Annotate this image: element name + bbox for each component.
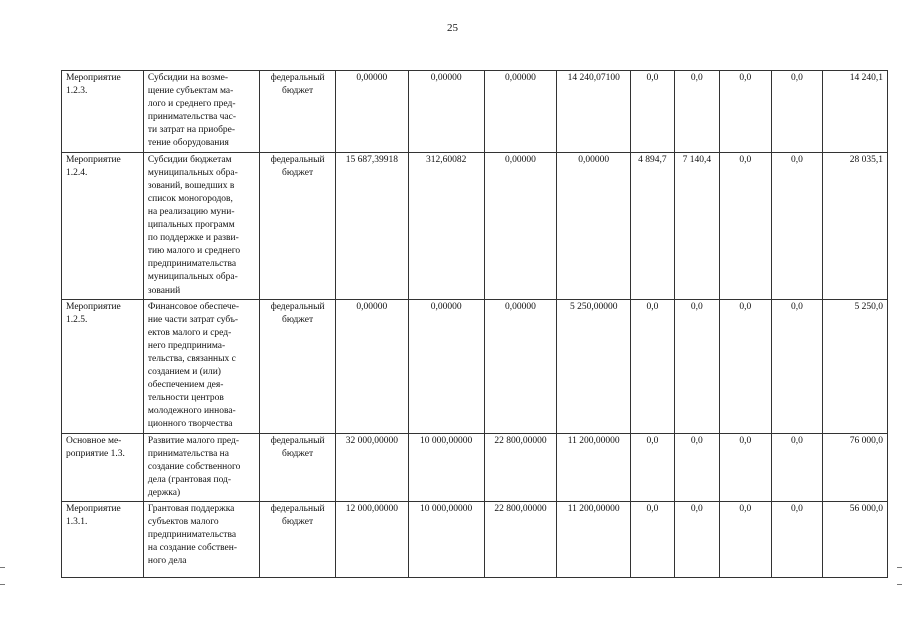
amount-cell: 0,00000 (484, 71, 557, 153)
amount-cell: 0,00000 (484, 152, 557, 299)
measure-name-cell-line: муниципальных обра- (147, 167, 238, 178)
funding-source-cell-line: бюджет (282, 448, 314, 459)
margin-mark (0, 584, 5, 585)
measure-name-cell (143, 152, 259, 299)
amount-cell: 12 000,00000 (335, 502, 408, 578)
measure-name-cell (143, 433, 259, 501)
funding-source-cell-line: федеральный (270, 301, 325, 312)
amount-cell: 10 000,00000 (408, 502, 484, 578)
amount-cell: 0,0 (720, 433, 772, 501)
measure-name-cell-line: Грантовая поддержка (147, 504, 235, 514)
measure-name-cell-line: список моногородов, (147, 193, 233, 204)
funding-source-cell (260, 299, 336, 433)
measure-name-cell-line: тию малого и среднего (147, 246, 241, 257)
measure-name-cell-line: Развитие малого пред- (147, 435, 239, 446)
total-cell: 56 000,0 (823, 502, 888, 578)
amount-cell: 0,0 (720, 299, 772, 433)
measure-name-cell-line: молодежного иннова- (147, 406, 236, 417)
amount-cell: 15 687,39918 (335, 152, 408, 299)
measure-name-cell-line: держка) (147, 487, 181, 498)
measure-id-cell-line: 1.2.5. (66, 314, 88, 325)
page-number: 25 (447, 22, 458, 34)
measure-id-cell (62, 152, 144, 299)
amount-cell: 22 800,00000 (484, 433, 557, 501)
measure-name-cell-line: него предпринима- (147, 340, 226, 351)
funding-source-cell-line: бюджет (282, 167, 314, 178)
measure-name-cell-line: созданием и (или) (147, 367, 221, 378)
measure-name-cell-line: щение субъектам ма- (147, 86, 234, 97)
measure-name-cell-line: принимательства час- (147, 112, 237, 123)
measure-name-cell-line: на реализацию муни- (147, 206, 235, 217)
measure-name-cell-line: зований (147, 285, 181, 296)
amount-cell: 0,0 (771, 299, 823, 433)
amount-cell: 4 894,7 (631, 152, 674, 299)
amount-cell: 32 000,00000 (335, 433, 408, 501)
measure-name-cell-line: тение оборудования (147, 138, 229, 149)
measure-name-cell-line: субъектов малого (147, 517, 219, 528)
amount-cell: 0,0 (720, 152, 772, 299)
amount-cell: 312,60082 (408, 152, 484, 299)
amount-cell: 0,0 (631, 71, 674, 153)
amount-cell: 0,0 (631, 299, 674, 433)
measure-id-cell-line: Мероприятие (66, 154, 121, 165)
amount-cell: 0,00000 (408, 71, 484, 153)
amount-cell: 0,0 (771, 502, 823, 578)
measure-name-cell (143, 502, 259, 578)
measure-name-cell-line: Субсидии на возме- (147, 73, 228, 83)
measure-id-cell (62, 433, 144, 501)
margin-mark (897, 567, 902, 568)
amount-cell: 0,0 (771, 71, 823, 153)
amount-cell: 0,00000 (408, 299, 484, 433)
measure-id-cell-line: Основное ме- (66, 435, 122, 446)
measure-name-cell-line: ти затрат на приобре- (147, 125, 236, 136)
measure-name-cell-line: муниципальных обра- (147, 272, 238, 283)
measure-name-cell-line: ектов малого и сред- (147, 327, 232, 338)
measure-name-cell-line: зований, вошедших в (147, 180, 235, 191)
measure-id-cell-line: Мероприятие (66, 504, 121, 514)
margin-mark (0, 567, 5, 568)
measure-name-cell-line: обеспечением дея- (147, 380, 224, 391)
table-row (62, 433, 888, 501)
measure-id-cell-line: 1.2.4. (66, 167, 88, 178)
measure-name-cell-line: создание собственного (147, 461, 241, 472)
measure-name-cell (143, 71, 259, 153)
measure-name-cell-line: ципальных программ (147, 220, 235, 231)
funding-source-cell-line: федеральный (270, 154, 325, 165)
measure-name-cell-line: по поддержке и разви- (147, 233, 239, 244)
amount-cell: 14 240,07100 (557, 71, 631, 153)
amount-cell: 0,0 (674, 502, 719, 578)
measure-id-cell-line: Мероприятие (66, 73, 121, 83)
measure-name-cell-line: Субсидии бюджетам (147, 154, 232, 165)
amount-cell: 5 250,00000 (557, 299, 631, 433)
amount-cell: 0,00000 (557, 152, 631, 299)
funding-source-cell-line: федеральный (270, 435, 325, 446)
measure-name-cell-line: тельности центров (147, 393, 224, 404)
amount-cell: 0,00000 (484, 299, 557, 433)
measure-name-cell-line: ние части затрат субъ- (147, 314, 239, 325)
total-cell: 28 035,1 (823, 152, 888, 299)
total-cell: 14 240,1 (823, 71, 888, 153)
measure-name-cell-line: ного дела (147, 556, 187, 567)
funding-source-cell-line: бюджет (282, 314, 314, 325)
funding-source-cell-line: федеральный (270, 73, 325, 83)
amount-cell: 0,0 (771, 152, 823, 299)
table-row (62, 71, 888, 153)
measure-name-cell-line: принимательства на (147, 448, 229, 459)
measure-id-cell-line: 1.3.1. (66, 517, 88, 528)
budget-table (61, 70, 888, 578)
funding-source-cell-line: федеральный (270, 504, 325, 514)
measure-name-cell-line: ционного творчества (147, 419, 233, 430)
measure-name-cell-line: предпринимательства (147, 530, 237, 541)
amount-cell: 10 000,00000 (408, 433, 484, 501)
funding-source-cell (260, 433, 336, 501)
amount-cell: 0,0 (674, 71, 719, 153)
amount-cell: 0,0 (631, 433, 674, 501)
amount-cell: 11 200,00000 (557, 502, 631, 578)
measure-name-cell (143, 299, 259, 433)
measure-name-cell-line: лого и среднего пред- (147, 99, 236, 110)
measure-id-cell-line: роприятие 1.3. (66, 448, 125, 459)
funding-source-cell (260, 152, 336, 299)
table-row (62, 152, 888, 299)
measure-name-cell-line: на создание собствен- (147, 543, 237, 554)
table-row (62, 502, 888, 578)
measure-name-cell-line: дела (грантовая под- (147, 474, 232, 485)
amount-cell: 0,0 (674, 299, 719, 433)
funding-source-cell (260, 71, 336, 153)
measure-id-cell (62, 71, 144, 153)
amount-cell: 7 140,4 (674, 152, 719, 299)
amount-cell: 22 800,00000 (484, 502, 557, 578)
amount-cell: 0,0 (720, 71, 772, 153)
amount-cell: 0,0 (631, 502, 674, 578)
measure-name-cell-line: предпринимательства (147, 259, 237, 270)
total-cell: 76 000,0 (823, 433, 888, 501)
amount-cell: 0,0 (674, 433, 719, 501)
amount-cell: 0,00000 (335, 299, 408, 433)
measure-name-cell-line: тельства, связанных с (147, 353, 236, 364)
funding-source-cell-line: бюджет (282, 517, 314, 528)
total-cell: 5 250,0 (823, 299, 888, 433)
measure-id-cell-line: Мероприятие (66, 301, 121, 312)
amount-cell: 0,00000 (335, 71, 408, 153)
margin-mark (897, 584, 902, 585)
measure-id-cell (62, 299, 144, 433)
measure-name-cell-line: Финансовое обеспече- (147, 301, 240, 312)
measure-id-cell (62, 502, 144, 578)
table-row (62, 299, 888, 433)
amount-cell: 0,0 (720, 502, 772, 578)
amount-cell: 11 200,00000 (557, 433, 631, 501)
funding-source-cell (260, 502, 336, 578)
amount-cell: 0,0 (771, 433, 823, 501)
measure-id-cell-line: 1.2.3. (66, 86, 88, 97)
funding-source-cell-line: бюджет (282, 86, 314, 97)
